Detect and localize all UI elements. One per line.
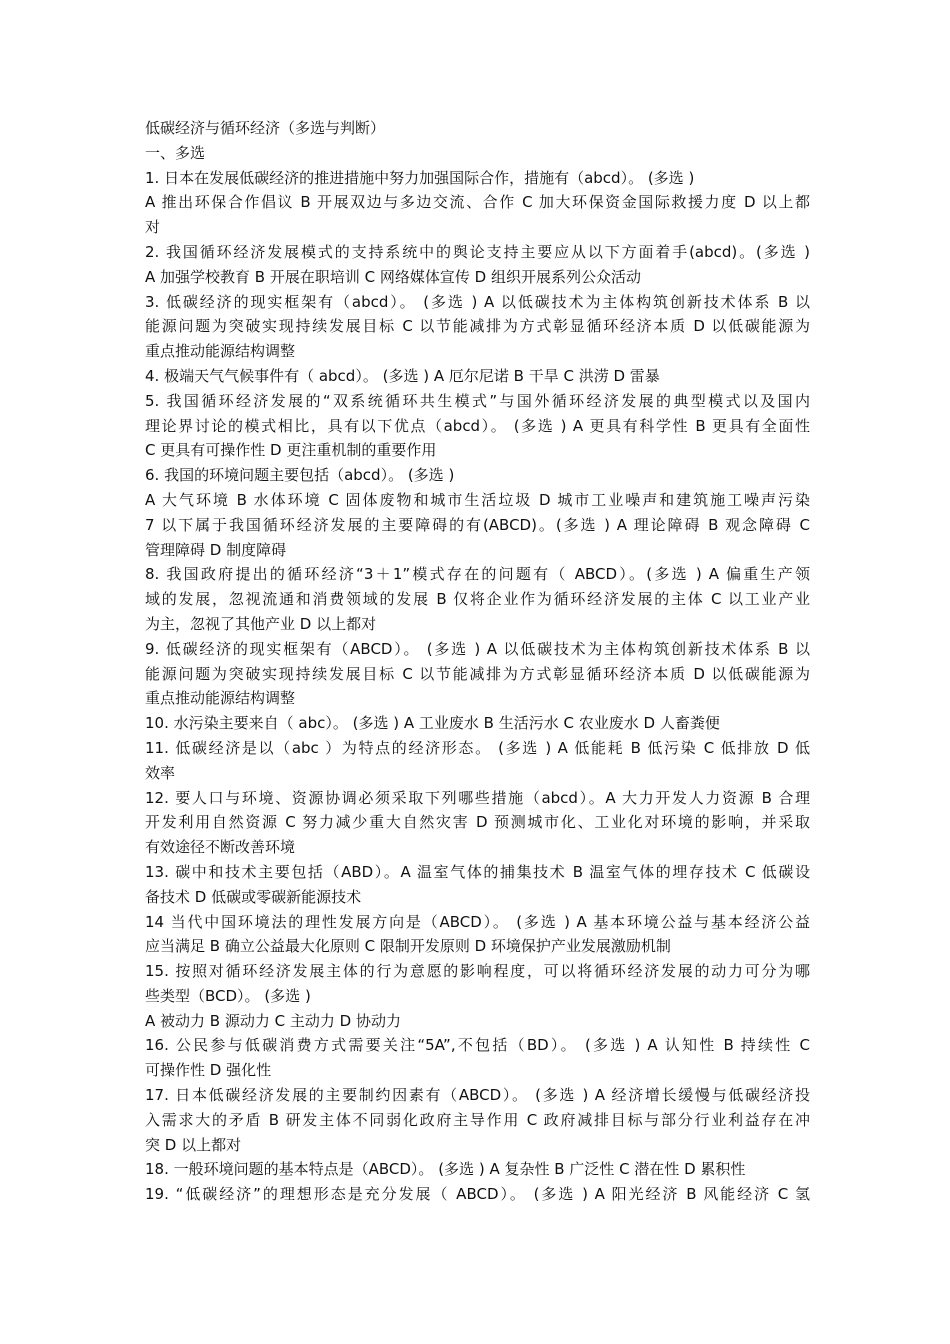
text-line: A 被动力 B 源动力 C 主动力 D 协动力 xyxy=(145,1011,401,1030)
text-line: 8. 我国政府提出的循环经济“3＋1”模式存在的问题有（ ABCD）。(多选 ) A 偏重生产领 xyxy=(145,565,810,584)
text-line: 7 以下属于我国循环经济发展的主要障碍的有(ABCD)。(多选 ) A 理论障碍 B 观念障碍 C xyxy=(145,515,810,534)
text-line: 1. 日本在发展低碳经济的推进措施中努力加强国际合作，措施有（abcd）。 (多选 ) xyxy=(145,168,695,187)
text-line: 应当满足 B 确立公益最大化原则 C 限制开发原则 D 环境保护产业发展激励机制 xyxy=(145,937,671,956)
text-line: 11. 低碳经济是以（abc ）为特点的经济形态。 (多选 ) A 低能耗 B 低污染 C 低排放 D 低 xyxy=(145,738,810,757)
text-line: 为主，忽视了其他产业 D 以上都对 xyxy=(145,614,377,633)
text-line: 2. 我国循环经济发展模式的支持系统中的舆论支持主要应从以下方面着手(abcd)。(多选 ) xyxy=(145,242,810,261)
text-line: 可操作性 D 强化性 xyxy=(145,1061,272,1080)
text-line: 6. 我国的环境问题主要包括（abcd）。 (多选 ) xyxy=(145,466,455,485)
text-line: A 加强学校教育 B 开展在职培训 C 网络媒体宣传 D 组织开展系列公众活动 xyxy=(145,267,641,286)
text-line: 些类型（BCD）。 (多选 ) xyxy=(145,986,311,1005)
text-line: 10. 水污染主要来自（ abc）。 (多选 ) A 工业废水 B 生活污水 C 农业废水 D 人畜粪便 xyxy=(145,714,720,733)
text-line: 重点推动能源结构调整 xyxy=(145,689,296,708)
text-line: A 大气环境 B 水体环境 C 固体废物和城市生活垃圾 D 城市工业噪声和建筑施工噪声污染 xyxy=(145,490,810,509)
text-line: 开发利用自然资源 C 努力减少重大自然灾害 D 预测城市化、工业化对环境的影响，并采取 xyxy=(145,813,810,832)
text-line: 3. 低碳经济的现实框架有（abcd）。 (多选 ) A 以低碳技术为主体构筑创新技术体系 B 以 xyxy=(145,292,810,311)
text-line: 对 xyxy=(145,218,161,237)
text-line: 4. 极端天气气候事件有（ abcd）。 (多选 ) A 厄尔尼诺 B 干旱 C 洪涝 D 雷暴 xyxy=(145,366,660,385)
text-line: 域的发展，忽视流通和消费领域的发展 B 仅将企业作为循环经济发展的主体 C 以工业产业 xyxy=(145,590,810,609)
text-line: 能源问题为突破实现持续发展目标 C 以节能减排为方式彰显循环经济本质 D 以低碳能源为 xyxy=(145,664,810,683)
text-line: 12. 要人口与环境、资源协调必须采取下列哪些措施（abcd）。A 大力开发人力资源 B 合理 xyxy=(145,788,810,807)
text-line: A 推出环保合作倡议 B 开展双边与多边交流、合作 C 加大环保资金国际救援力度 D 以上都 xyxy=(145,193,810,212)
text-line: 16. 公民参与低碳消费方式需要关注“5A”,不包括（BD）。 (多选 ) A 认知性 B 持续性 C xyxy=(145,1036,810,1055)
text-line: C 更具有可操作性 D 更注重机制的重要作用 xyxy=(145,441,437,460)
text-line: 重点推动能源结构调整 xyxy=(145,342,296,361)
text-line: 理论界讨论的模式相比，具有以下优点（abcd）。 (多选 ) A 更具有科学性 B 更具有全面性 xyxy=(145,416,810,435)
text-line: 9. 低碳经济的现实框架有（ABCD）。 (多选 ) A 以低碳技术为主体构筑创新技术体系 B 以 xyxy=(145,639,810,658)
text-line: 有效途径不断改善环境 xyxy=(145,838,296,857)
text-line: 入需求大的矛盾 B 研发主体不同弱化政府主导作用 C 政府减排目标与部分行业利益存在冲 xyxy=(145,1110,810,1129)
text-line: 备技术 D 低碳或零碳新能源技术 xyxy=(145,887,362,906)
text-line: 14 当代中国环境法的理性发展方向是（ABCD）。 (多选 ) A 基本环境公益与基本经济公益 xyxy=(145,912,810,931)
document-title: 低碳经济与循环经济（多选与判断） xyxy=(145,119,386,137)
text-line: 19. “低碳经济”的理想形态是充分发展（ ABCD）。 (多选 ) A 阳光经济 B 风能经济 C 氢 xyxy=(145,1185,810,1204)
text-line: 突 D 以上都对 xyxy=(145,1135,242,1154)
text-line: 15. 按照对循环经济发展主体的行为意愿的影响程度，可以将循环经济发展的动力可分为哪 xyxy=(145,962,810,981)
document-body xyxy=(145,116,810,1207)
text-line: 管理障碍 D 制度障碍 xyxy=(145,540,287,559)
text-line: 18. 一般环境问题的基本特点是（ABCD）。 (多选 ) A 复杂性 B 广泛性 C 潜在性 D 累积性 xyxy=(145,1160,746,1179)
section-heading: 一、多选 xyxy=(145,143,206,162)
text-line: 13. 碳中和技术主要包括（ABD）。A 温室气体的捕集技术 B 温室气体的埋存技术 C 低碳设 xyxy=(145,862,810,881)
text-line: 能源问题为突破实现持续发展目标 C 以节能减排为方式彰显循环经济本质 D 以低碳能源为 xyxy=(145,317,810,336)
text-line: 17. 日本低碳经济发展的主要制约因素有（ABCD）。 (多选 ) A 经济增长缓慢与低碳经济投 xyxy=(145,1086,810,1105)
text-line: 5. 我国循环经济发展的“双系统循环共生模式”与国外循环经济发展的典型模式以及国内 xyxy=(145,391,810,410)
text-line: 效率 xyxy=(145,763,176,782)
